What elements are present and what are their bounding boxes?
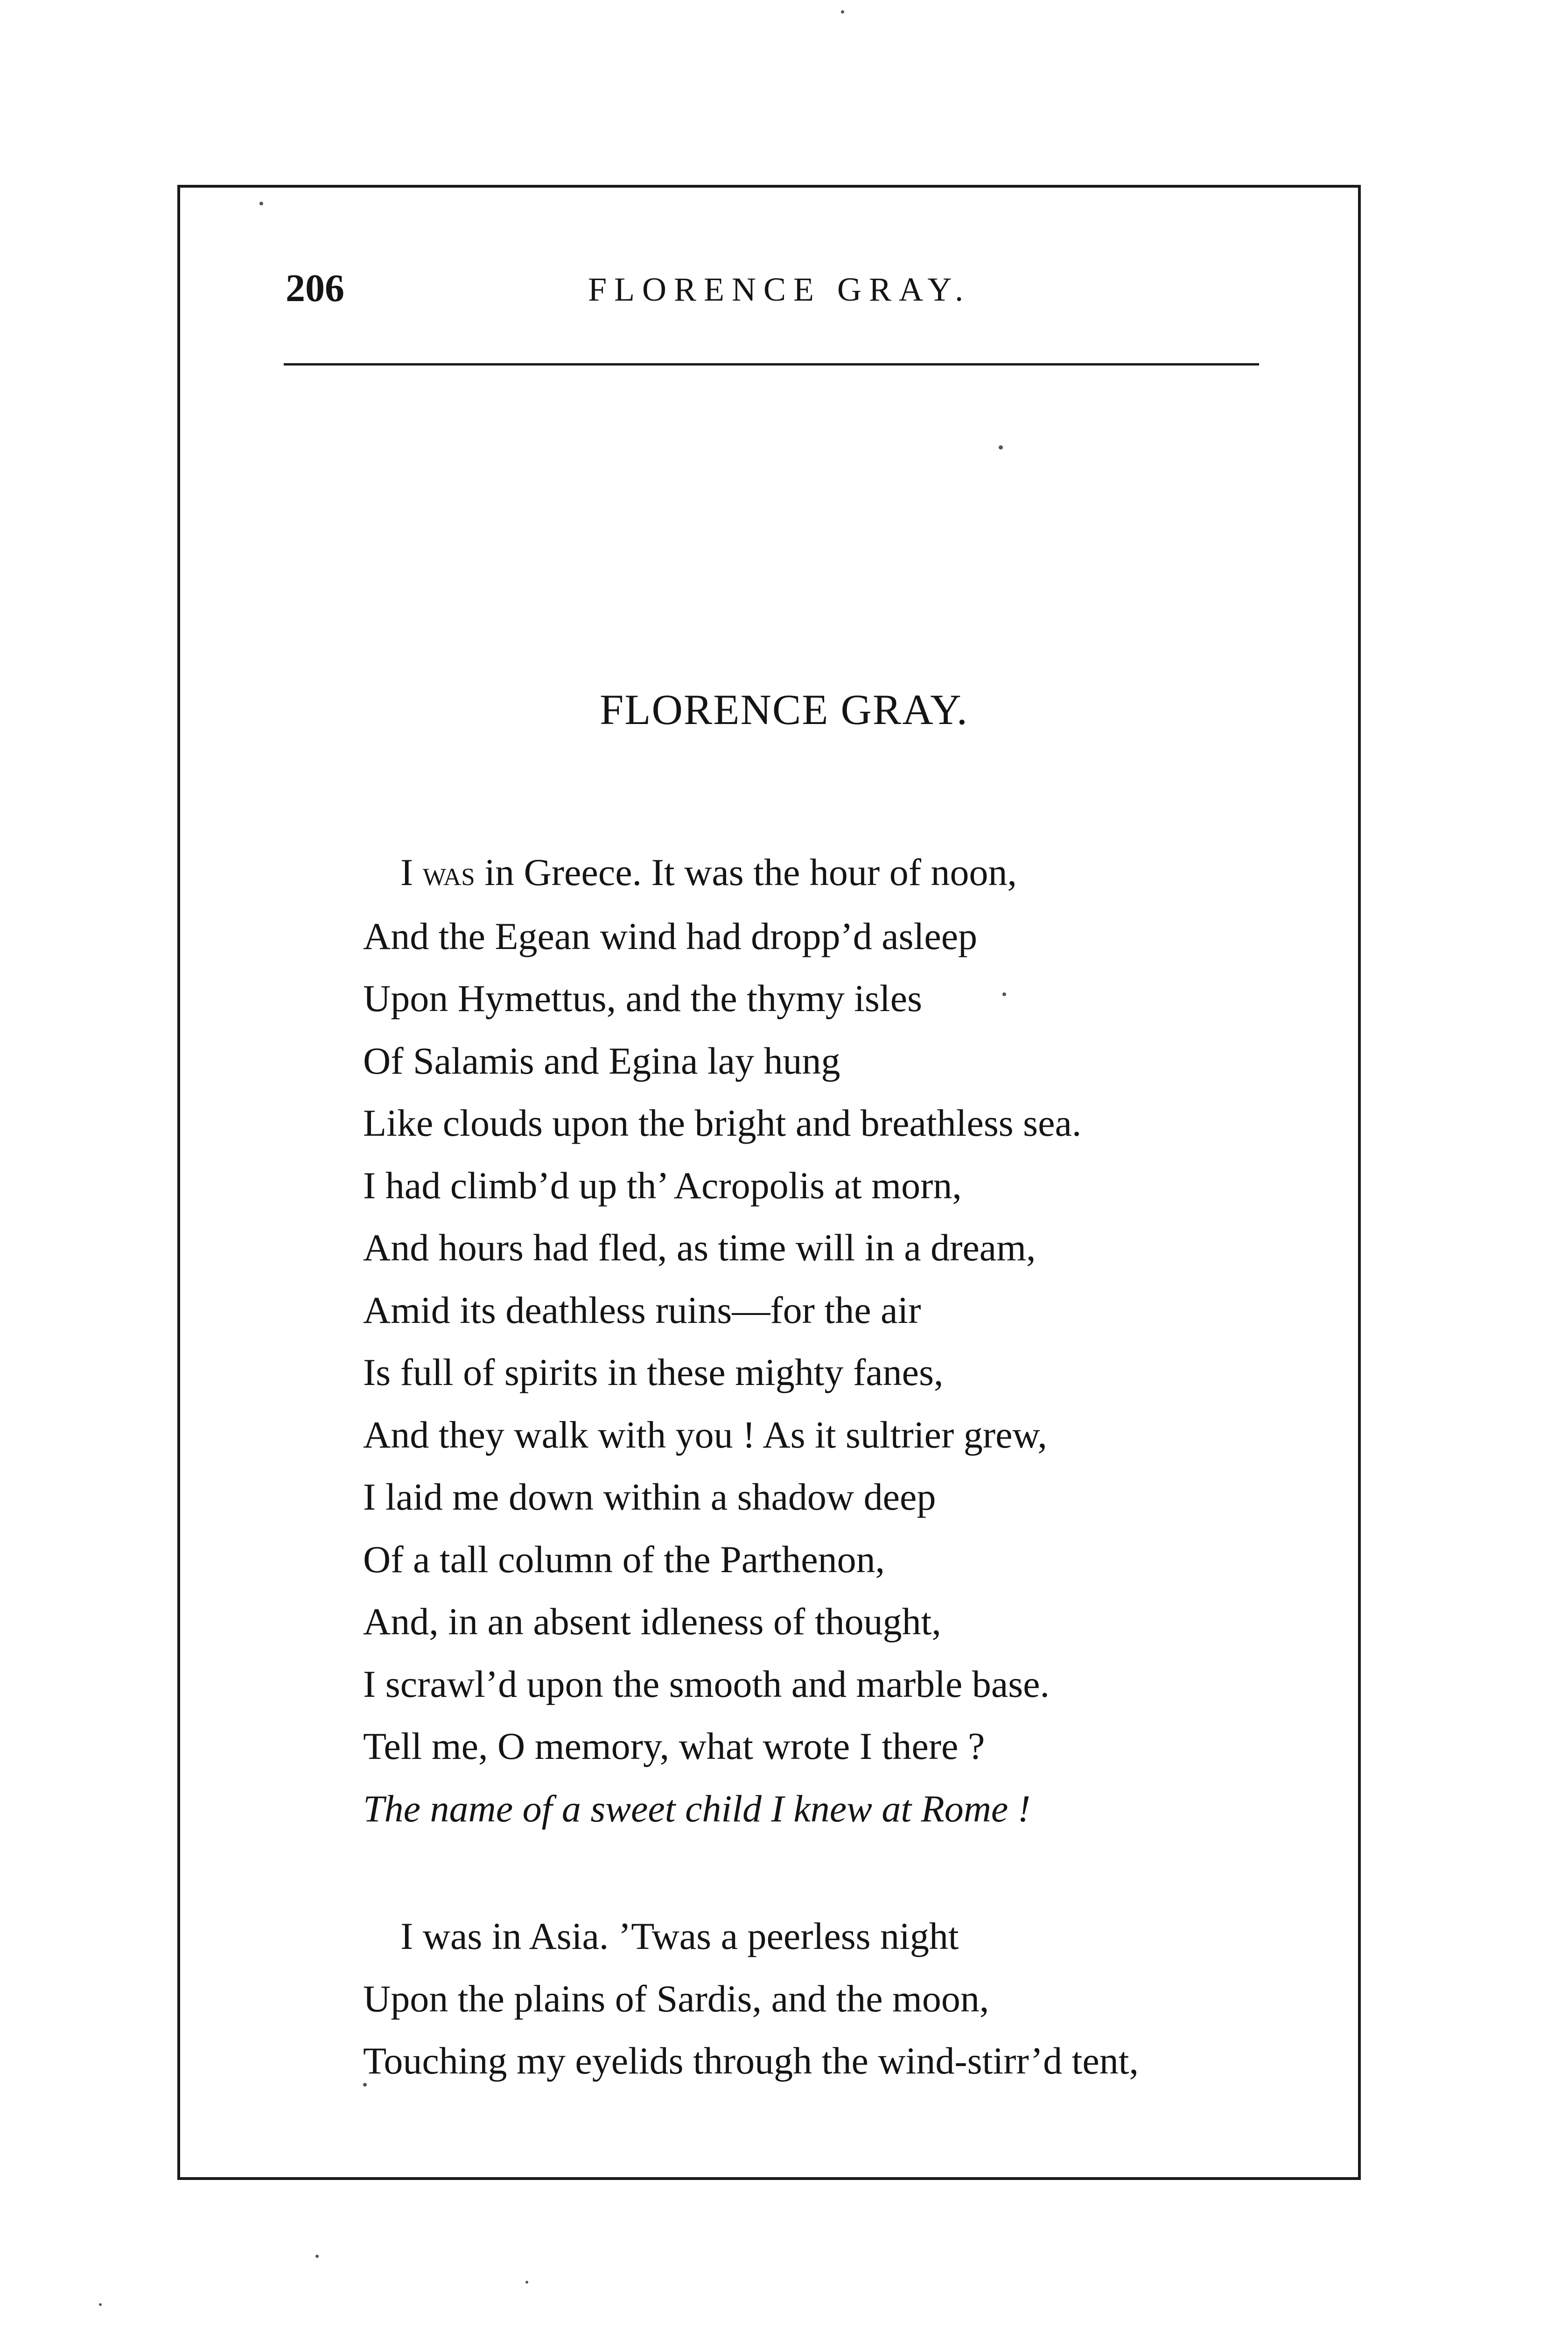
poem-body	[363, 841, 1278, 2092]
poem-line: Amid its deathless ruins—for the air	[363, 1288, 921, 1331]
poem-line-italic: The name of a sweet child I knew at Rome !	[363, 1787, 1031, 1830]
poem-line: Of Salamis and Egina lay hung	[363, 1039, 840, 1082]
poem-line: Upon Hymettus, and the thymy isles	[363, 977, 923, 1019]
poem-line: I laid me down within a shadow deep	[363, 1476, 936, 1518]
page-number: 206	[286, 267, 344, 310]
poem-line: And the Egean wind had dropp’d asleep	[363, 914, 978, 957]
poem-line: Like clouds upon the bright and breathless sea.	[363, 1102, 1082, 1144]
poem-line: And, in an absent idleness of thought,	[363, 1600, 941, 1643]
poem-line: I was in Asia. ’Twas a peerless night	[400, 1915, 959, 1957]
poem-title: FLORENCE GRAY.	[600, 686, 968, 733]
scan-speck	[259, 202, 263, 205]
first-line-smallcaps: was	[422, 854, 475, 893]
poem-line: I had climb’d up th’ Acropolis at morn,	[363, 1164, 962, 1207]
scan-speck	[525, 2281, 528, 2284]
scan-speck	[363, 2083, 367, 2087]
poem-line: Of a tall column of the Parthenon,	[363, 1538, 885, 1581]
scan-speck	[1002, 992, 1006, 996]
scan-speck	[315, 2255, 319, 2258]
poem-line: Touching my eyelids through the wind-stirr’d tent,	[363, 2039, 1139, 2082]
poem-line: I scrawl’d upon the smooth and marble base.	[363, 1662, 1050, 1705]
poem-line	[363, 841, 1278, 905]
poem-line: Tell me, O memory, what wrote I there ?	[363, 1725, 985, 1767]
header-rule	[284, 363, 1259, 366]
stanza-1	[363, 841, 1278, 1840]
scan-speck	[999, 445, 1003, 450]
scan-speck	[841, 10, 844, 14]
running-title: FLORENCE GRAY.	[588, 271, 971, 308]
poem-line: And hours had fled, as time will in a dream,	[363, 1226, 1036, 1269]
scan-speck	[99, 2303, 102, 2306]
first-line-lead: I	[400, 851, 423, 893]
stanza-2	[363, 1905, 1278, 2092]
poem-line: And they walk with you ! As it sultrier grew,	[363, 1413, 1047, 1456]
stanza-gap	[363, 1840, 1278, 1905]
poem-line: Is full of spirits in these mighty fanes,	[363, 1351, 944, 1393]
poem-line: Upon the plains of Sardis, and the moon,	[363, 1977, 989, 2020]
first-line-rest: in Greece. It was the hour of noon,	[475, 851, 1017, 893]
